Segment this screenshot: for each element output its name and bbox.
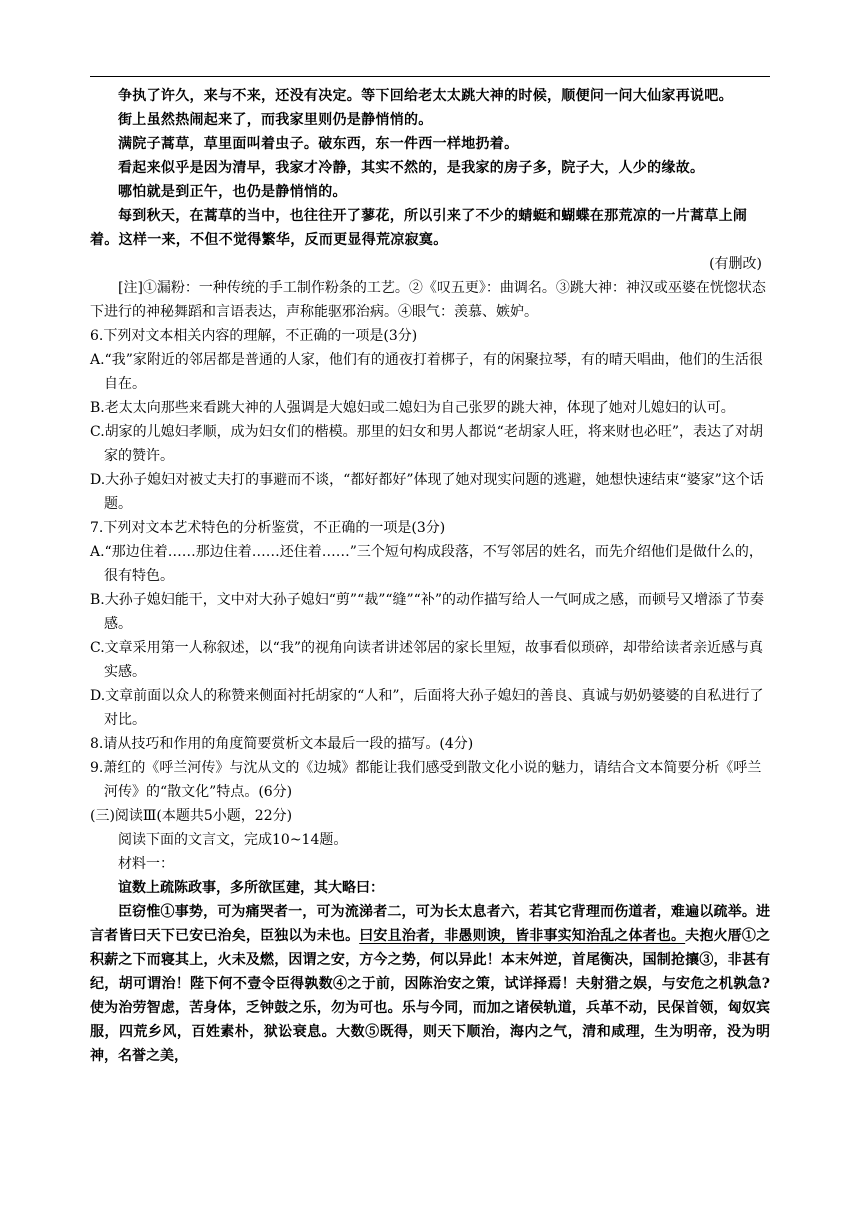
question-7-option-c: C.文章采用第一人称叙述，以“我”的视角向读者讲述邻居的家长里短，故事看似琐碎，却带给读者亲近感与真实感。 [90,640,763,680]
header-rule [90,76,770,77]
underlined-sentence: 曰安且治者，非愚则谀，皆非事实知治乱之体者也。 [359,928,686,944]
section-3-instruction: 阅读下面的文言文，完成10~14题。 [118,832,348,848]
question-9: 9.萧红的《呼兰河传》与沈从文的《边城》都能让我们感受到散文化小说的魅力，请结合文本简要分析《呼兰河传》的“散文化”特点。(6分) [90,760,762,800]
question-7-option-b: B.大孙子媳妇能干，文中对大孙子媳妇“剪”“裁”“缝”“补”的动作描写给人一气呵成之感，而顿号又增添了节奏感。 [90,592,764,632]
classical-text [90,900,770,1068]
section-3-title: (三)阅读Ⅲ(本题共5小题，22分) [90,808,293,824]
passage-paragraph: 每到秋天，在蒿草的当中，也往往开了蓼花，所以引来了不少的蜻蜓和蝴蝶在那荒凉的一片蒿草上闹着。这样一来，不但不觉得繁华，反而更显得荒凉寂寞。 [90,208,748,248]
source-note: (有删改) [709,256,762,272]
passage-paragraph: 看起来似乎是因为清早，我家才冷静，其实不然的，是我家的房子多，院子大，人少的缘故。 [118,160,705,176]
classical-intro: 谊数上疏陈政事，多所欲匡建，其大略曰： [118,880,384,896]
classical-text-a: 臣窃惟①事势，可为痛哭者一，可为流涕者二，可为长太息者六，若其它背理而伤道者，难遍以疏举。进言者皆曰天下已安已治矣，臣独以为未也。 [90,904,770,944]
question-6-option-a: A.“我”家附近的邻居都是普通的人家，他们有的通夜打着梆子，有的闲聚拉琴，有的晴天唱曲，他们的生活很自在。 [90,352,763,392]
question-6-option-b: B.老太太向那些来看跳大神的人强调是大媳妇或二媳妇为自己张罗的跳大神，体现了她对儿媳妇的认可。 [90,400,735,416]
passage-paragraph: 争执了许久，来与不来，还没有决定。等下回给老太太跳大神的时候，顺便问一问大仙家再说吧。 [118,88,733,104]
passage-paragraph: 哪怕就是到正午，也仍是静悄悄的。 [118,184,347,200]
passage-paragraph: 满院子蒿草，草里面叫着虫子。破东西，东一件西一样地扔着。 [118,136,519,152]
question-7-stem: 7.下列对文本艺术特色的分析鉴赏，不正确的一项是(3分) [90,520,446,536]
document-body [90,84,770,1068]
material-label: 材料一： [118,856,174,872]
annotation-note: [注]①漏粉：一种传统的手工制作粉条的工艺。②《叹五更》：曲调名。③跳大神：神汉或巫婆在恍惚状态下进行的神秘舞蹈和言语表达，声称能驱邪治病。④眼气：羡慕、嫉妒。 [90,280,766,320]
question-6-option-c: C.胡家的儿媳妇孝顺，成为妇女们的楷模。那里的妇女和男人都说“老胡家人旺，将来财也必旺”，表达了对胡家的赞许。 [90,424,763,464]
question-7-option-a: A.“那边住着……那边住着……还住着……”三个短句构成段落，不写邻居的姓名，而先介绍他们是做什么的，很有特色。 [90,544,763,584]
question-6-stem: 6.下列对文本相关内容的理解，不正确的一项是(3分) [90,328,418,344]
question-8: 8.请从技巧和作用的角度简要赏析文本最后一段的描写。(4分) [90,736,474,752]
question-6-option-d: D.大孙子媳妇对被丈夫打的事避而不谈，“都好都好”体现了她对现实问题的逃避，她想快速结束“婆家”这个话题。 [90,472,764,512]
passage-paragraph: 街上虽然热闹起来了，而我家里则仍是静悄悄的。 [118,112,433,128]
question-7-option-d: D.文章前面以众人的称赞来侧面衬托胡家的“人和”，后面将大孙子媳妇的善良、真诚与奶奶婆婆的自私进行了对比。 [90,688,764,728]
classical-text-b: 夫抱火厝①之积薪之下而寝其上，火未及燃，因谓之安，方今之势，何以异此！本末舛逆，首尾衡决，国制抢攘③，非甚有纪，胡可谓治！陛下何不壹令臣得孰数④之于前，因陈治安之策，试详择焉！夫射猎之娱，与安危之机孰急?使为治劳智虑，苦身体，乏钟鼓之乐，勿为可也。乐与今同，而加之诸侯轨道，兵革不动，民保首领，匈奴宾服，四荒乡风，百姓素朴，狱讼衰息。大数⑤既得，则天下顺治，海内之气，清和咸理，生为明帝，没为明神，名誉之美， [90,928,771,1064]
